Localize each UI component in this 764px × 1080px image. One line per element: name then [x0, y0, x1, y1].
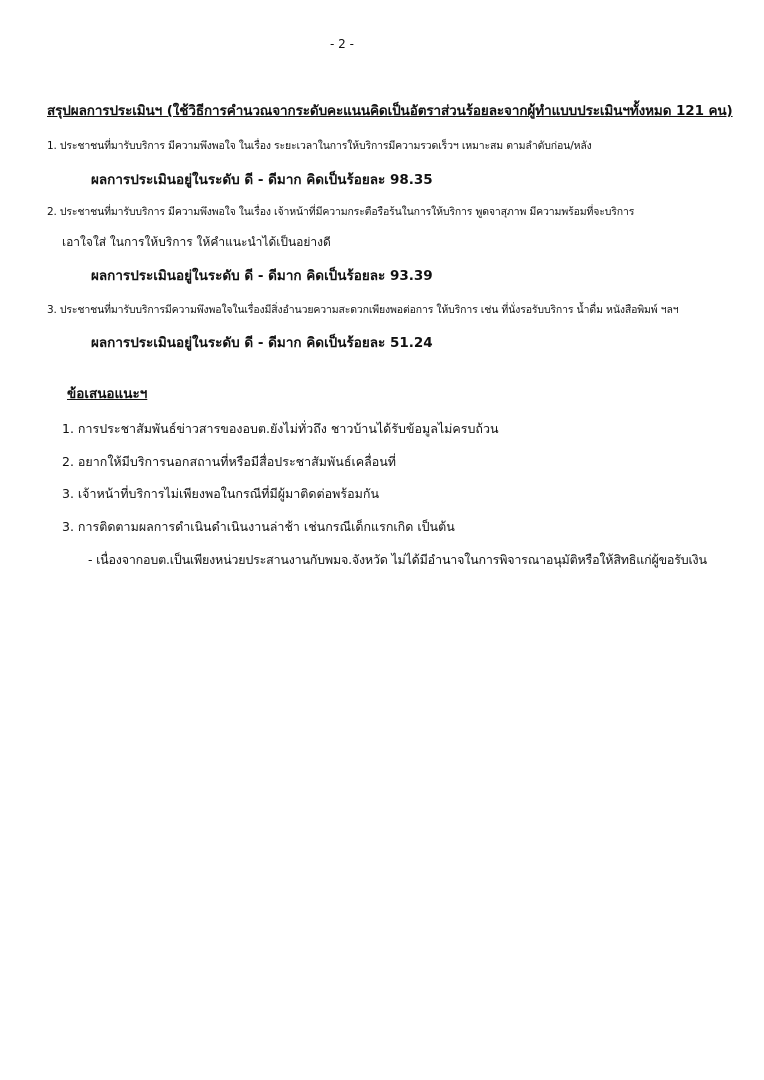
suggestion-item-3: 3. เจ้าหน้าที่บริการไม่เพียงพอในกรณีที่มีผู้มาติดต่อพร้อมกัน	[62, 486, 379, 501]
summary-item-2: 2. ประชาชนที่มารับบริการ มีความพึงพอใจ ในเรื่อง เจ้าหน้าที่มีความกระตือรือร้นในการให้บริการ พูดจาสุภาพ มีความพร้อมที่จะบริการ	[47, 206, 635, 218]
suggestion-sub-note: - เนื่องจากอบต.เป็นเพียงหน่วยประสานงานกับพมจ.จังหวัด ไม่ได้มีอำนาจในการพิจารณาอนุมัติหรือให้สิทธิแก่ผู้ขอรับเงิน	[88, 552, 707, 567]
suggestion-item-1: 1. การประชาสัมพันธ์ข่าวสารของอบต.ยังไม่ทั่วถึง ชาวบ้านได้รับข้อมูลไม่ครบถ้วน	[62, 421, 499, 436]
suggestion-item-2: 2. อยากให้มีบริการนอกสถานที่หรือมีสื่อประชาสัมพันธ์เคลื่อนที่	[62, 454, 397, 469]
summary-result-1: ผลการประเมินอยู่ในระดับ ดี - ดีมาก คิดเป็นร้อยละ 98.35	[91, 172, 433, 188]
summary-item-2-continuation: เอาใจใส่ ในการให้บริการ ให้คำแนะนำได้เป็นอย่างดี	[62, 235, 331, 249]
summary-result-3: ผลการประเมินอยู่ในระดับ ดี - ดีมาก คิดเป็นร้อยละ 51.24	[91, 335, 433, 351]
summary-item-1: 1. ประชาชนที่มารับบริการ มีความพึงพอใจ ในเรื่อง ระยะเวลาในการให้บริการมีความรวดเร็วฯ เหมาะสม ตามลำดับก่อน/หลัง	[47, 140, 592, 152]
summary-item-3: 3. ประชาชนที่มารับบริการมีความพึงพอใจในเรื่องมีสิ่งอำนวยความสะดวกเพียงพอต่อการ ให้บริการ เช่น ที่นั่งรอรับบริการ น้ำดื่ม หนังสือพิมพ์ ฯลฯ	[47, 304, 679, 316]
summary-result-2: ผลการประเมินอยู่ในระดับ ดี - ดีมาก คิดเป็นร้อยละ 93.39	[91, 268, 433, 284]
summary-title: สรุปผลการประเมินฯ (ใช้วิธีการคำนวณจากระดับคะแนนคิดเป็นอัตราส่วนร้อยละจากผู้ทำแบบประเมินฯทั้งหมด 121 คน)	[47, 103, 733, 119]
page-number: - 2 -	[330, 37, 354, 51]
suggestion-item-4: 3. การติดตามผลการดำเนินดำเนินงานล่าช้า เช่นกรณีเด็กแรกเกิด เป็นต้น	[62, 519, 455, 534]
suggestions-title: ข้อเสนอแนะฯ	[67, 386, 148, 402]
